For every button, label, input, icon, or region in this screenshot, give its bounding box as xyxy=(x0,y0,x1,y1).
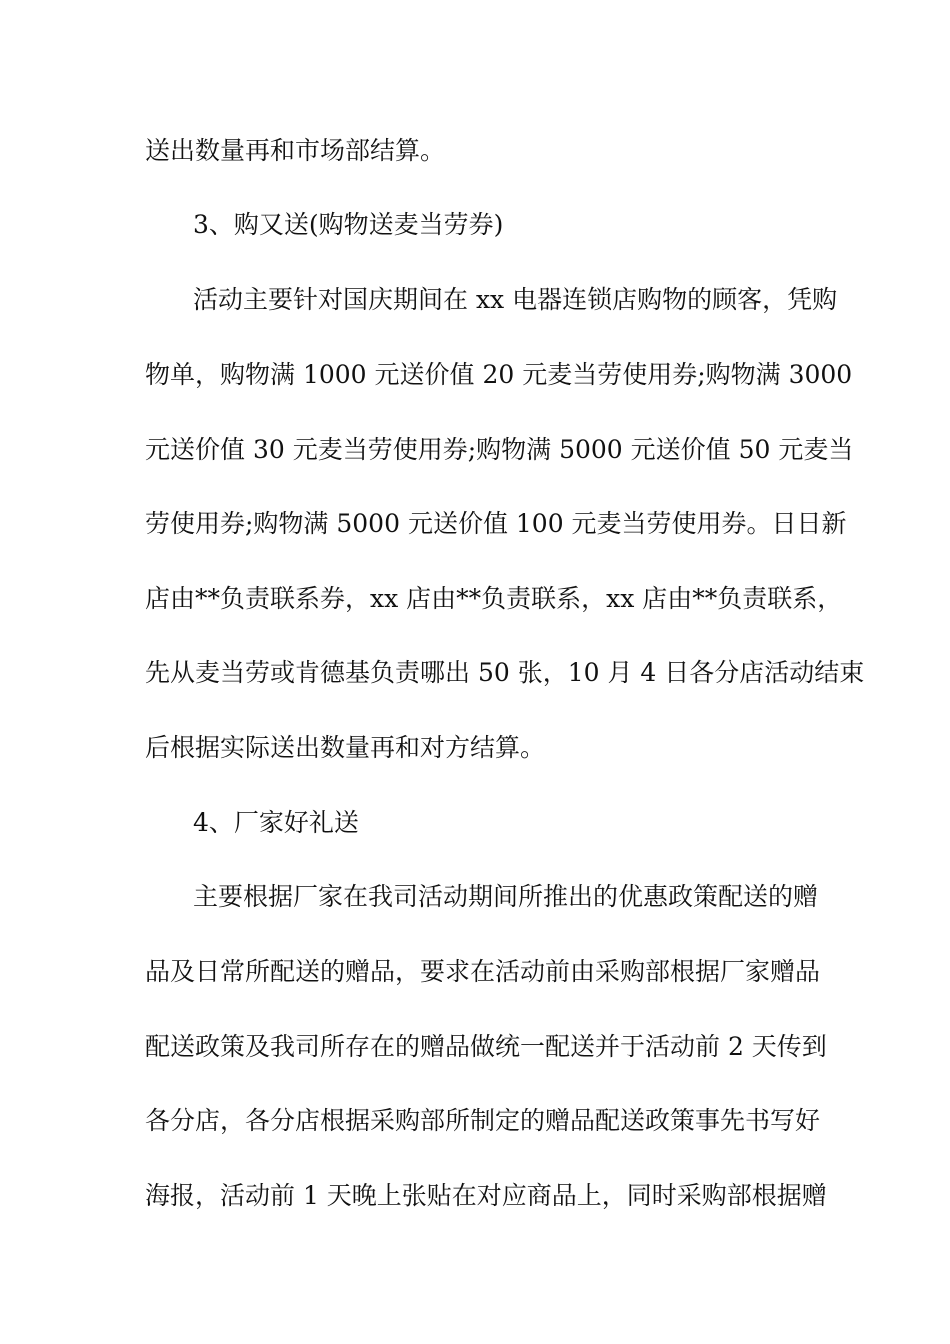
section-heading: 4、厂家好礼送 xyxy=(193,808,359,837)
paragraph-line: 各分店，各分店根据采购部所制定的赠品配送政策事先书写好 xyxy=(145,1106,821,1135)
paragraph-line: 劳使用券;购物满 5000 元送价值 100 元麦当劳使用券。日日新 xyxy=(145,509,847,538)
paragraph-line: 送出数量再和市场部结算。 xyxy=(145,136,446,165)
paragraph-line: 后根据实际送出数量再和对方结算。 xyxy=(145,733,546,762)
paragraph-line: 海报，活动前 1 天晚上张贴在对应商品上，同时采购部根据赠 xyxy=(145,1181,827,1210)
paragraph-line: 店由**负责联系券，xx 店由**负责联系，xx 店由**负责联系， xyxy=(145,584,843,613)
section-heading: 3、购又送(购物送麦当劳券) xyxy=(193,210,504,239)
paragraph-line: 品及日常所配送的赠品，要求在活动前由采购部根据厂家赠品 xyxy=(145,957,821,986)
paragraph-line: 元送价值 30 元麦当劳使用券;购物满 5000 元送价值 50 元麦当 xyxy=(145,435,854,464)
paragraph-line: 物单，购物满 1000 元送价值 20 元麦当劳使用券;购物满 3000 xyxy=(145,360,853,389)
paragraph-line: 配送政策及我司所存在的赠品做统一配送并于活动前 2 天传到 xyxy=(145,1032,827,1061)
paragraph-line: 先从麦当劳或肯德基负责哪出 50 张，10 月 4 日各分店活动结束 xyxy=(145,658,865,687)
paragraph-line: 活动主要针对国庆期间在 xx 电器连锁店购物的顾客，凭购 xyxy=(193,285,838,314)
paragraph-line: 主要根据厂家在我司活动期间所推出的优惠政策配送的赠 xyxy=(193,882,819,911)
